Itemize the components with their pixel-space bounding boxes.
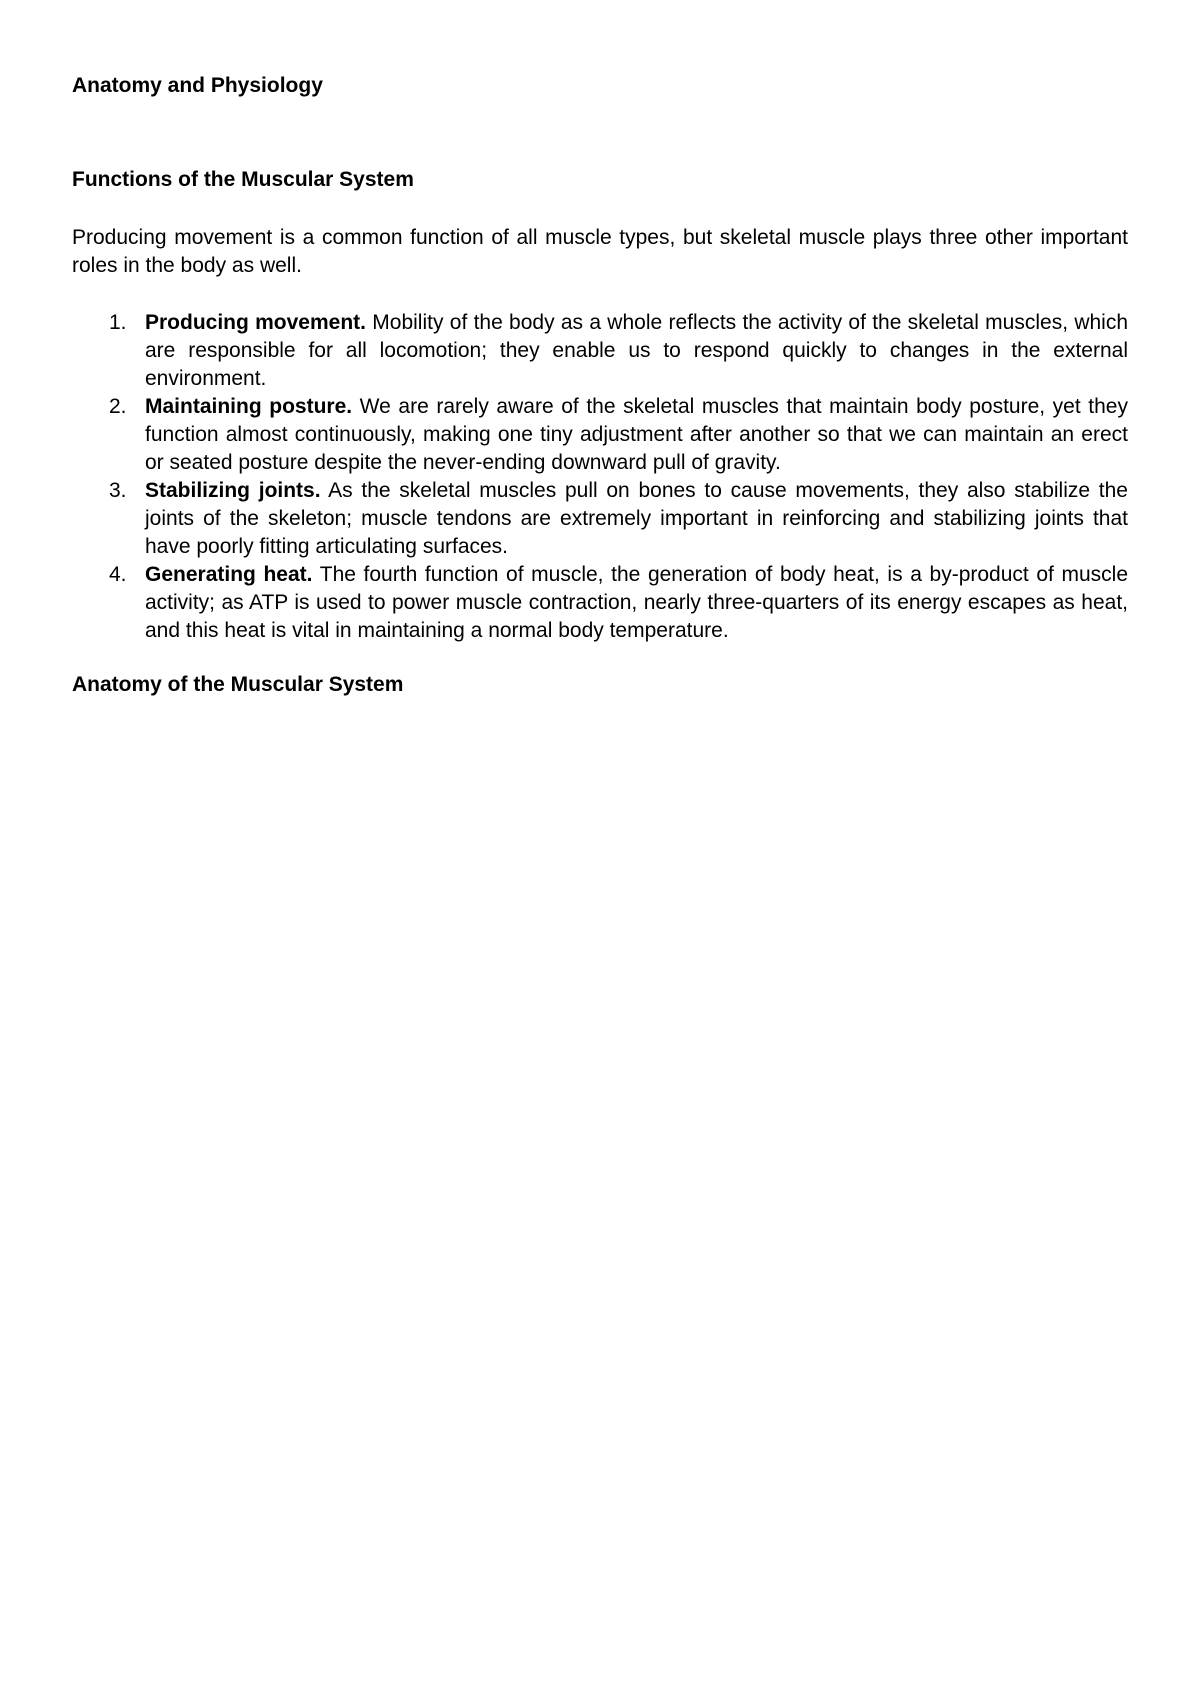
list-item-text: We are rarely aware of the skeletal muscles that maintain body posture, yet they function almost continuously, making one tiny adjustment after another so that we can maintain an erect or seated posture despite the never-ending downward pull of gravity. (145, 395, 1128, 474)
list-item-number: 3. (109, 479, 127, 502)
list-item-text: Mobility of the body as a whole reflects the activity of the skeletal muscles, which are responsible for all locomotion; they enable us to respond quickly to changes in the external environment. (145, 311, 1129, 390)
list-item-number: 2. (109, 395, 127, 418)
section-heading-functions: Functions of the Muscular System (72, 168, 414, 191)
intro-paragraph: Producing movement is a common function of all muscle types, but skeletal muscle plays three other important roles in the body as well. (72, 226, 1128, 277)
list-item (72, 309, 1128, 393)
list-item-term: Maintaining posture. (145, 395, 353, 418)
list-item-number: 1. (109, 311, 127, 334)
list-item-text: As the skeletal muscles pull on bones to cause movements, they also stabilize the joints of the skeleton; muscle tendons are extremely important in reinforcing and stabilizing joints that have poorly fitting articulating surfaces. (145, 479, 1128, 558)
section-heading-anatomy: Anatomy of the Muscular System (72, 673, 404, 696)
list-item (72, 477, 1128, 561)
list-item-term: Generating heat. (145, 563, 313, 586)
functions-list (72, 309, 1128, 645)
list-item (72, 561, 1128, 645)
list-item (72, 393, 1128, 477)
list-item-text: The fourth function of muscle, the generation of body heat, is a by-product of muscle activity; as ATP is used to power muscle contraction, nearly three-quarters of its energy escapes as heat, and this heat is vital in maintaining a normal body temperature. (145, 563, 1129, 642)
document-title: Anatomy and Physiology (72, 74, 323, 97)
list-item-number: 4. (109, 563, 127, 586)
list-item-term: Stabilizing joints. (145, 479, 321, 502)
list-item-term: Producing movement. (145, 311, 366, 334)
